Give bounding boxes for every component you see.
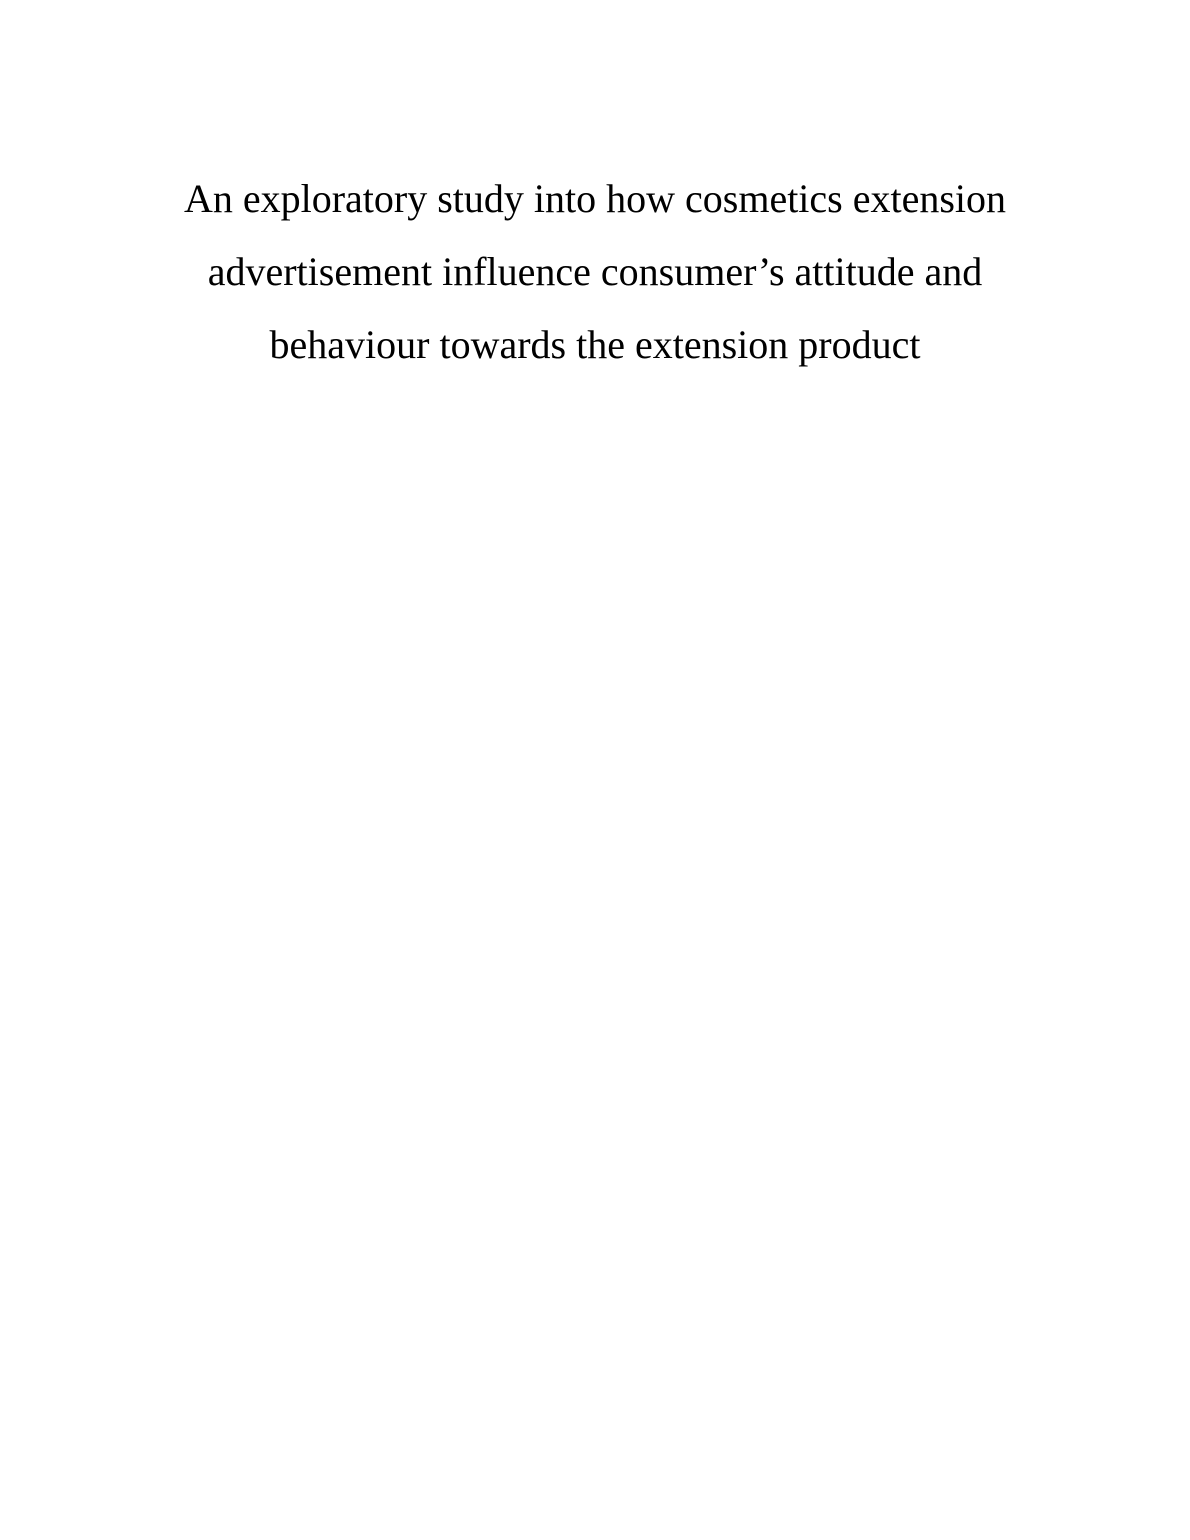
document-title <box>0 162 1190 381</box>
title-line-1: An exploratory study into how cosmetics extension <box>183 176 1007 221</box>
title-line-3: behaviour towards the extension product <box>269 322 921 367</box>
title-line-2: advertisement influence consumer’s attitude and <box>207 249 983 294</box>
